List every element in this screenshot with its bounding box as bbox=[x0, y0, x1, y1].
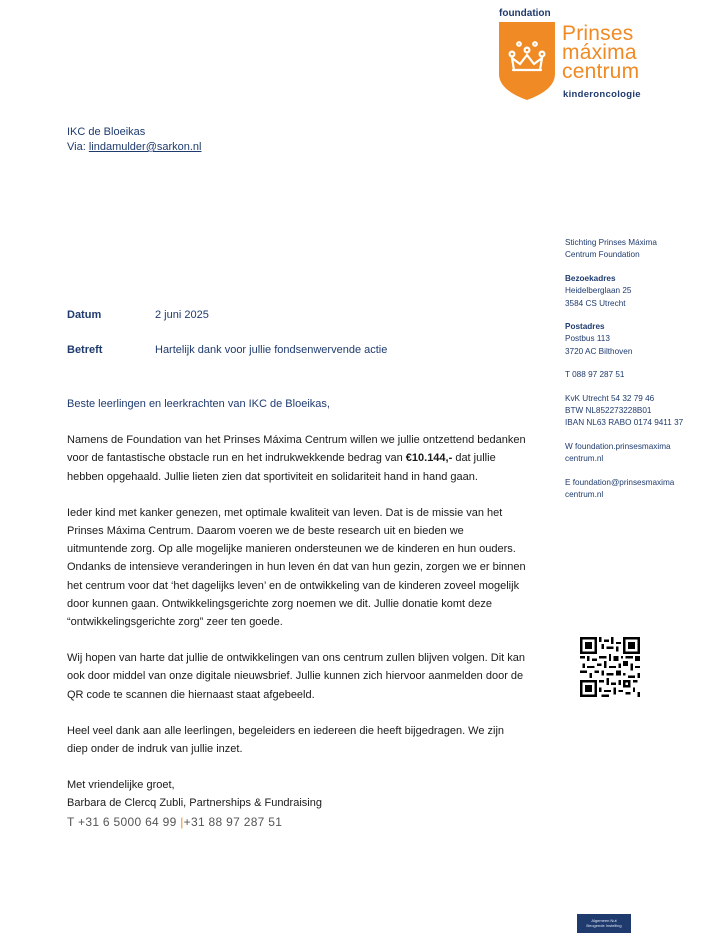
org-phone: T 088 97 287 51 bbox=[565, 370, 625, 380]
logo-line-3: centrum bbox=[562, 60, 640, 83]
logo-wordmark bbox=[562, 24, 639, 81]
mobile-phone: T +31 6 5000 64 99 bbox=[67, 814, 177, 829]
crown-shield-icon bbox=[499, 22, 555, 100]
qr-code-icon[interactable] bbox=[580, 637, 640, 697]
subject-value: Hartelijk dank voor jullie fondsenwervende actie bbox=[155, 344, 388, 356]
closing: Met vriendelijke groet, bbox=[67, 779, 175, 792]
paragraph-1-text: Namens de Foundation van het Prinses Máxima Centrum willen we jullie ontzettend bedanken voor de fantastische obstacle run en het indrukwekkende bedrag van bbox=[67, 434, 526, 465]
recipient-block bbox=[67, 125, 202, 155]
subject-label: Betreft bbox=[67, 344, 103, 356]
badge-line-2: Beogende Instelling bbox=[586, 923, 622, 928]
badge-line-1: Algemeen Nut bbox=[591, 918, 617, 923]
post-address-2: 3720 AC Bilthoven bbox=[565, 346, 633, 356]
recipient-email-link[interactable]: lindamulder@sarkon.nl bbox=[88, 141, 202, 153]
paragraph-1 bbox=[67, 431, 527, 486]
visit-address-2: 3584 CS Utrecht bbox=[565, 298, 626, 308]
paragraph-4: Heel veel dank aan alle leerlingen, begeleiders en iedereen die heeft bijgedragen. We zijn diep onder de indruk van jullie inzet. bbox=[67, 724, 505, 756]
post-address-1: Postbus 113 bbox=[565, 334, 610, 344]
org-name-1: Stichting Prinses Máxima bbox=[565, 238, 657, 247]
email-line-1: E foundation@prinsesmaxima bbox=[565, 477, 675, 487]
phone-separator: | bbox=[180, 814, 184, 829]
logo-line-2: máxima bbox=[562, 41, 637, 64]
iban-number: IBAN NL63 RABO 0174 9411 37 bbox=[565, 418, 684, 428]
email-line-2: centrum.nl bbox=[565, 490, 604, 500]
post-address-title: Postadres bbox=[565, 322, 605, 332]
contact-sidebar bbox=[565, 237, 705, 502]
paragraph-3: Wij hopen van harte dat jullie de ontwikkelingen van ons centrum zullen blijven volgen. Dit kan ook door middel van onze digitale nieuwsbrief. Jullie kunnen zich hiervoor aanmelden door de QR code te scannen die hiernaast staat afgebeeld. bbox=[67, 652, 525, 701]
website-line-1: W foundation.prinsesmaxima bbox=[565, 441, 671, 451]
date-label: Datum bbox=[67, 309, 102, 321]
signature: Barbara de Clercq Zubli, Partnerships & Fundraising bbox=[67, 797, 322, 810]
visit-address-title: Bezoekadres bbox=[565, 273, 616, 283]
kvk-number: KvK Utrecht 54 32 79 46 bbox=[565, 393, 655, 403]
letter-body bbox=[67, 395, 527, 831]
foundation-logo bbox=[496, 8, 666, 100]
logo-line-1: Prinses bbox=[562, 22, 634, 45]
donation-amount: €10.144,- bbox=[405, 452, 453, 465]
recipient-name: IKC de Bloeikas bbox=[67, 126, 146, 138]
anbi-badge bbox=[577, 914, 631, 933]
recipient-via bbox=[67, 140, 202, 155]
visit-address-1: Heidelberglaan 25 bbox=[565, 286, 632, 296]
paragraph-1-end: dat jullie hebben opgehaald. Jullie lieten zien dat sportiviteit en solidariteit hand in hand gaan. bbox=[67, 452, 496, 483]
phone-numbers bbox=[67, 813, 527, 831]
logo-subtitle: kinderoncologie bbox=[563, 89, 641, 100]
paragraph-2: Ieder kind met kanker genezen, met optimale kwaliteit van leven. Dat is de missie van het Prinses Máxima Centrum. Daarom voeren we de beste research uit en bieden we uitmuntende zorg. Op alle mogelijke manieren ondersteunen we de kinderen en hun ouders. Ondanks de intensieve veranderingen in hun leven én dat van hun gezin, zorgen we er binnen het centrum voor dat ‘het dagelijks leven’ en de ontwikkeling van de kinderen zoveel mogelijk door kunnen gaan. Ontwikkelingsgerichte zorg noemen we dit. Jullie donatie komt deze “ontwikkelingsgerichte zorg” zeer ten goede. bbox=[67, 506, 526, 629]
office-phone: +31 88 97 287 51 bbox=[183, 814, 283, 829]
date-value: 2 juni 2025 bbox=[155, 309, 209, 321]
org-name-2: Centrum Foundation bbox=[565, 250, 640, 260]
via-label: Via: bbox=[67, 141, 86, 153]
logo-foundation-text: foundation bbox=[499, 8, 551, 19]
salutation: Beste leerlingen en leerkrachten van IKC de Bloeikas, bbox=[67, 398, 330, 410]
website-line-2: centrum.nl bbox=[565, 454, 604, 464]
btw-number: BTW NL852273228B01 bbox=[565, 406, 652, 416]
